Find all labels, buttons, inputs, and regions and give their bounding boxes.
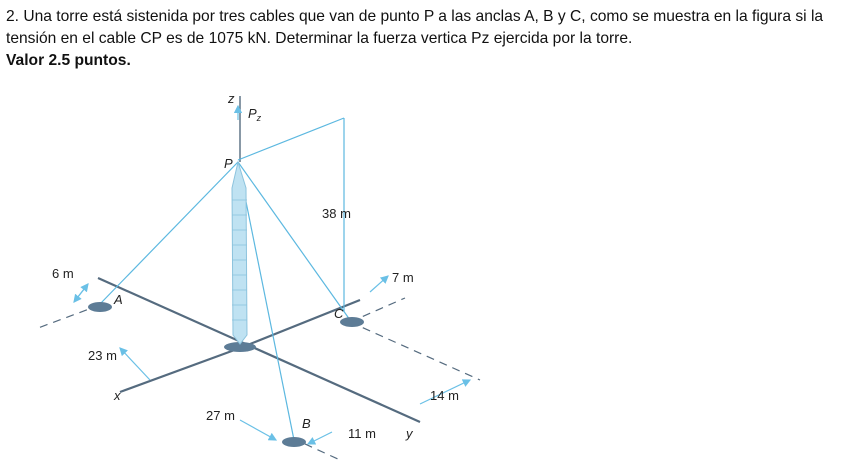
anchor-b [282,437,306,447]
tower-body [232,162,247,344]
score-label: Valor 2.5 puntos. [6,52,131,69]
figure-labels [52,91,459,441]
construction-lines [38,298,480,460]
point-b-label: B [302,416,311,431]
point-c-label: C [334,306,344,321]
y-axis-line [98,278,420,422]
dim-height-label: 38 m [322,206,351,221]
x-axis-label: x [114,388,121,403]
dim-c-offset-label: 7 m [392,270,414,285]
z-axis-label: z [228,91,235,106]
problem-text: 2. Una torre está sistenida por tres cables que van de punto P a las anclas A, B y C, como se muestra en la figura si la tensión en el cable CP es de 1075 kN. Determinar la fuerza vertica Pz ejercida por la torre. [6,8,824,47]
x-axis-line [120,348,240,392]
point-a-label: A [114,292,123,307]
anchor-a [88,302,112,312]
tower [224,162,256,352]
dim-a-offset-label: 6 m [52,266,74,281]
cable-pa [100,162,238,304]
cable-pc [238,162,350,320]
point-p-label: P [224,156,233,171]
anchor-c [340,317,364,327]
dim-b-along-x-label: 27 m [206,408,235,423]
axes [98,96,420,422]
dim-a-along-x-label: 23 m [88,348,117,363]
tower-cable-figure [0,80,560,472]
top-bracket [238,118,344,160]
problem-statement [6,6,852,72]
dim-c-along-y-label: 14 m [430,388,459,403]
dim-b-along-y-label: 11 m [348,426,376,441]
anchors [88,302,364,447]
y-axis-label: y [406,426,413,441]
force-pz-label: $P_z$ [248,106,262,123]
